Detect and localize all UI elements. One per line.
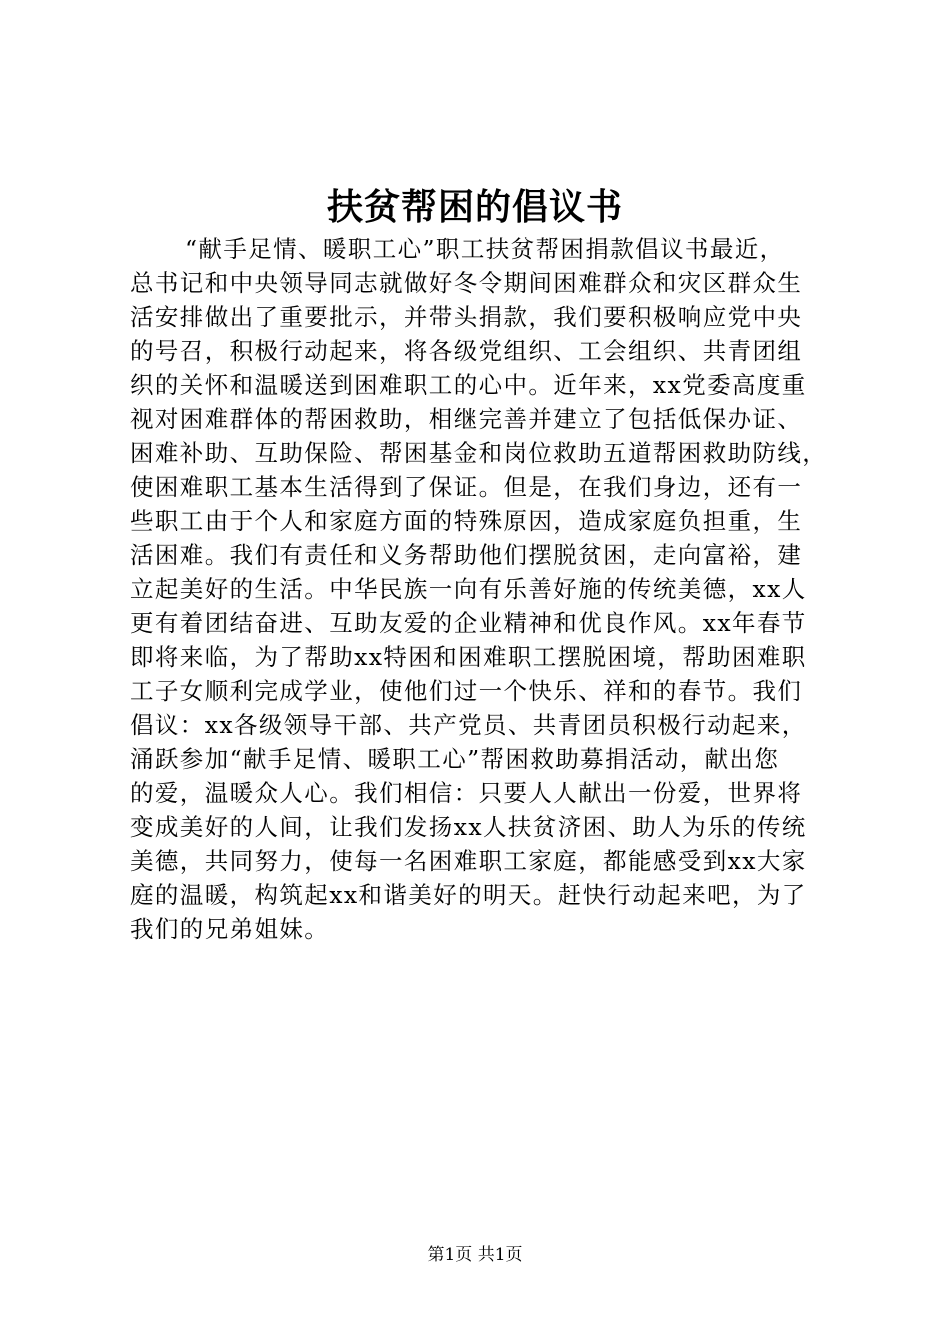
- body-line: 活困难。我们有责任和义务帮助他们摆脱贫困，走向富裕，建: [130, 541, 803, 569]
- body-line: 工子女顺利完成学业，使他们过一个快乐、祥和的春节。我们: [130, 677, 803, 705]
- body-line: 的爱，温暖众人心。我们相信：只要人人献出一份爱，世界将: [130, 779, 803, 807]
- body-line: “献手足情、暖职工心”职工扶贫帮困捐款倡议书最近，: [185, 235, 785, 263]
- body-line: 织的关怀和温暖送到困难职工的心中。近年来，xx党委高度重: [130, 371, 807, 399]
- body-line: 倡议：xx各级领导干部、共产党员、共青团员积极行动起来，: [130, 711, 807, 739]
- body-line: 使困难职工基本生活得到了保证。但是，在我们身边，还有一: [130, 473, 803, 501]
- body-line: 庭的温暖，构筑起xx和谐美好的明天。赶快行动起来吧，为了: [130, 881, 807, 909]
- body-line: 总书记和中央领导同志就做好冬令期间困难群众和灾区群众生: [130, 269, 803, 297]
- body-line: 变成美好的人间，让我们发扬xx人扶贫济困、助人为乐的传统: [130, 813, 807, 841]
- body-line: 我们的兄弟姐妹。: [130, 915, 330, 943]
- page-number-footer: 第1页 共1页: [427, 1245, 523, 1265]
- body-line: 美德，共同努力，使每一名困难职工家庭，都能感受到xx大家: [130, 847, 807, 875]
- body-line: 即将来临，为了帮助xx特困和困难职工摆脱困境，帮助困难职: [130, 643, 807, 671]
- body-line: 涌跃参加“献手足情、暖职工心”帮困救助募捐活动，献出您: [130, 745, 780, 773]
- document-body: [130, 232, 830, 946]
- body-line: 更有着团结奋进、互助友爱的企业精神和优良作风。xx年春节: [130, 609, 807, 637]
- body-line: 视对困难群体的帮困救助，相继完善并建立了包括低保办证、: [130, 405, 803, 433]
- body-line: 立起美好的生活。中华民族一向有乐善好施的传统美德，xx人: [130, 575, 807, 603]
- body-line: 的号召，积极行动起来，将各级党组织、工会组织、共青团组: [130, 337, 803, 365]
- body-line: 些职工由于个人和家庭方面的特殊原因，造成家庭负担重，生: [130, 507, 803, 535]
- body-line: 活安排做出了重要批示，并带头捐款，我们要积极响应党中央: [130, 303, 803, 331]
- document-title: 扶贫帮困的倡议书: [326, 186, 623, 228]
- body-line: 困难补助、互助保险、帮困基金和岗位救助五道帮困救助防线，: [130, 439, 828, 467]
